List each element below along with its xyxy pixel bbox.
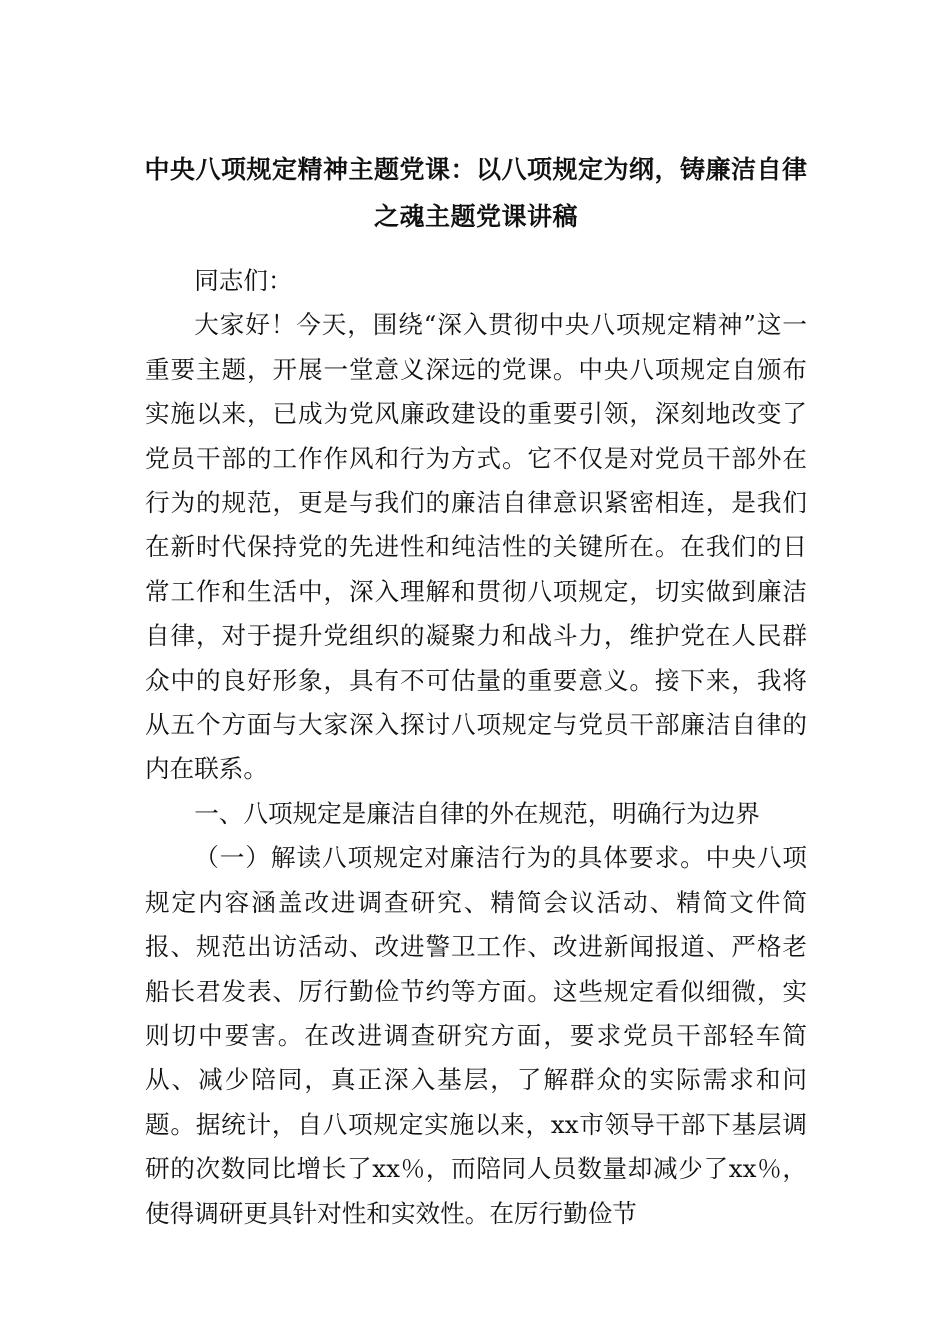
- intro-paragraph: 大家好！今天，围绕“深入贯彻中央八项规定精神”这一重要主题，开展一堂意义深远的党课。中央八项规定自颁布实施以来，已成为党风廉政建设的重要引领，深刻地改变了党员干部的工作作风和行为方式。它不仅是对党员干部外在行为的规范，更是与我们的廉洁自律意识紧密相连，是我们在新时代保持党的先进性和纯洁性的关键所在。在我们的日常工作和生活中，深入理解和贯彻八项规定，切实做到廉洁自律，对于提升党组织的凝聚力和战斗力，维护党在人民群众中的良好形象，具有不可估量的重要意义。接下来，我将从五个方面与大家深入探讨八项规定与党员干部廉洁自律的内在联系。: [145, 310, 807, 784]
- salutation-paragraph: 同志们：: [194, 266, 293, 295]
- document-title: 中央八项规定精神主题党课：以八项规定为纲，铸廉洁自律之魂主题党课讲稿: [144, 155, 808, 231]
- document-body: [145, 259, 807, 1236]
- subsection-paragraph-1: （一）解读八项规定对廉洁行为的具体要求。中央八项规定内容涵盖改进调查研究、精简会议活动、精简文件简报、规范出访活动、改进警卫工作、改进新闻报道、严格老船长君发表、厉行勤俭节约等方面。这些规定看似细微，实则切中要害。在改进调查研究方面，要求党员干部轻车简从、减少陪同，真正深入基层，了解群众的实际需求和问题。据统计，自八项规定实施以来，xx市领导干部下基层调研的次数同比增长了xx％，而陪同人员数量却减少了xx％，使得调研更具针对性和实效性。在厉行勤俭节: [145, 843, 807, 1228]
- section-heading-1: 一、八项规定是廉洁自律的外在规范，明确行为边界: [194, 798, 760, 828]
